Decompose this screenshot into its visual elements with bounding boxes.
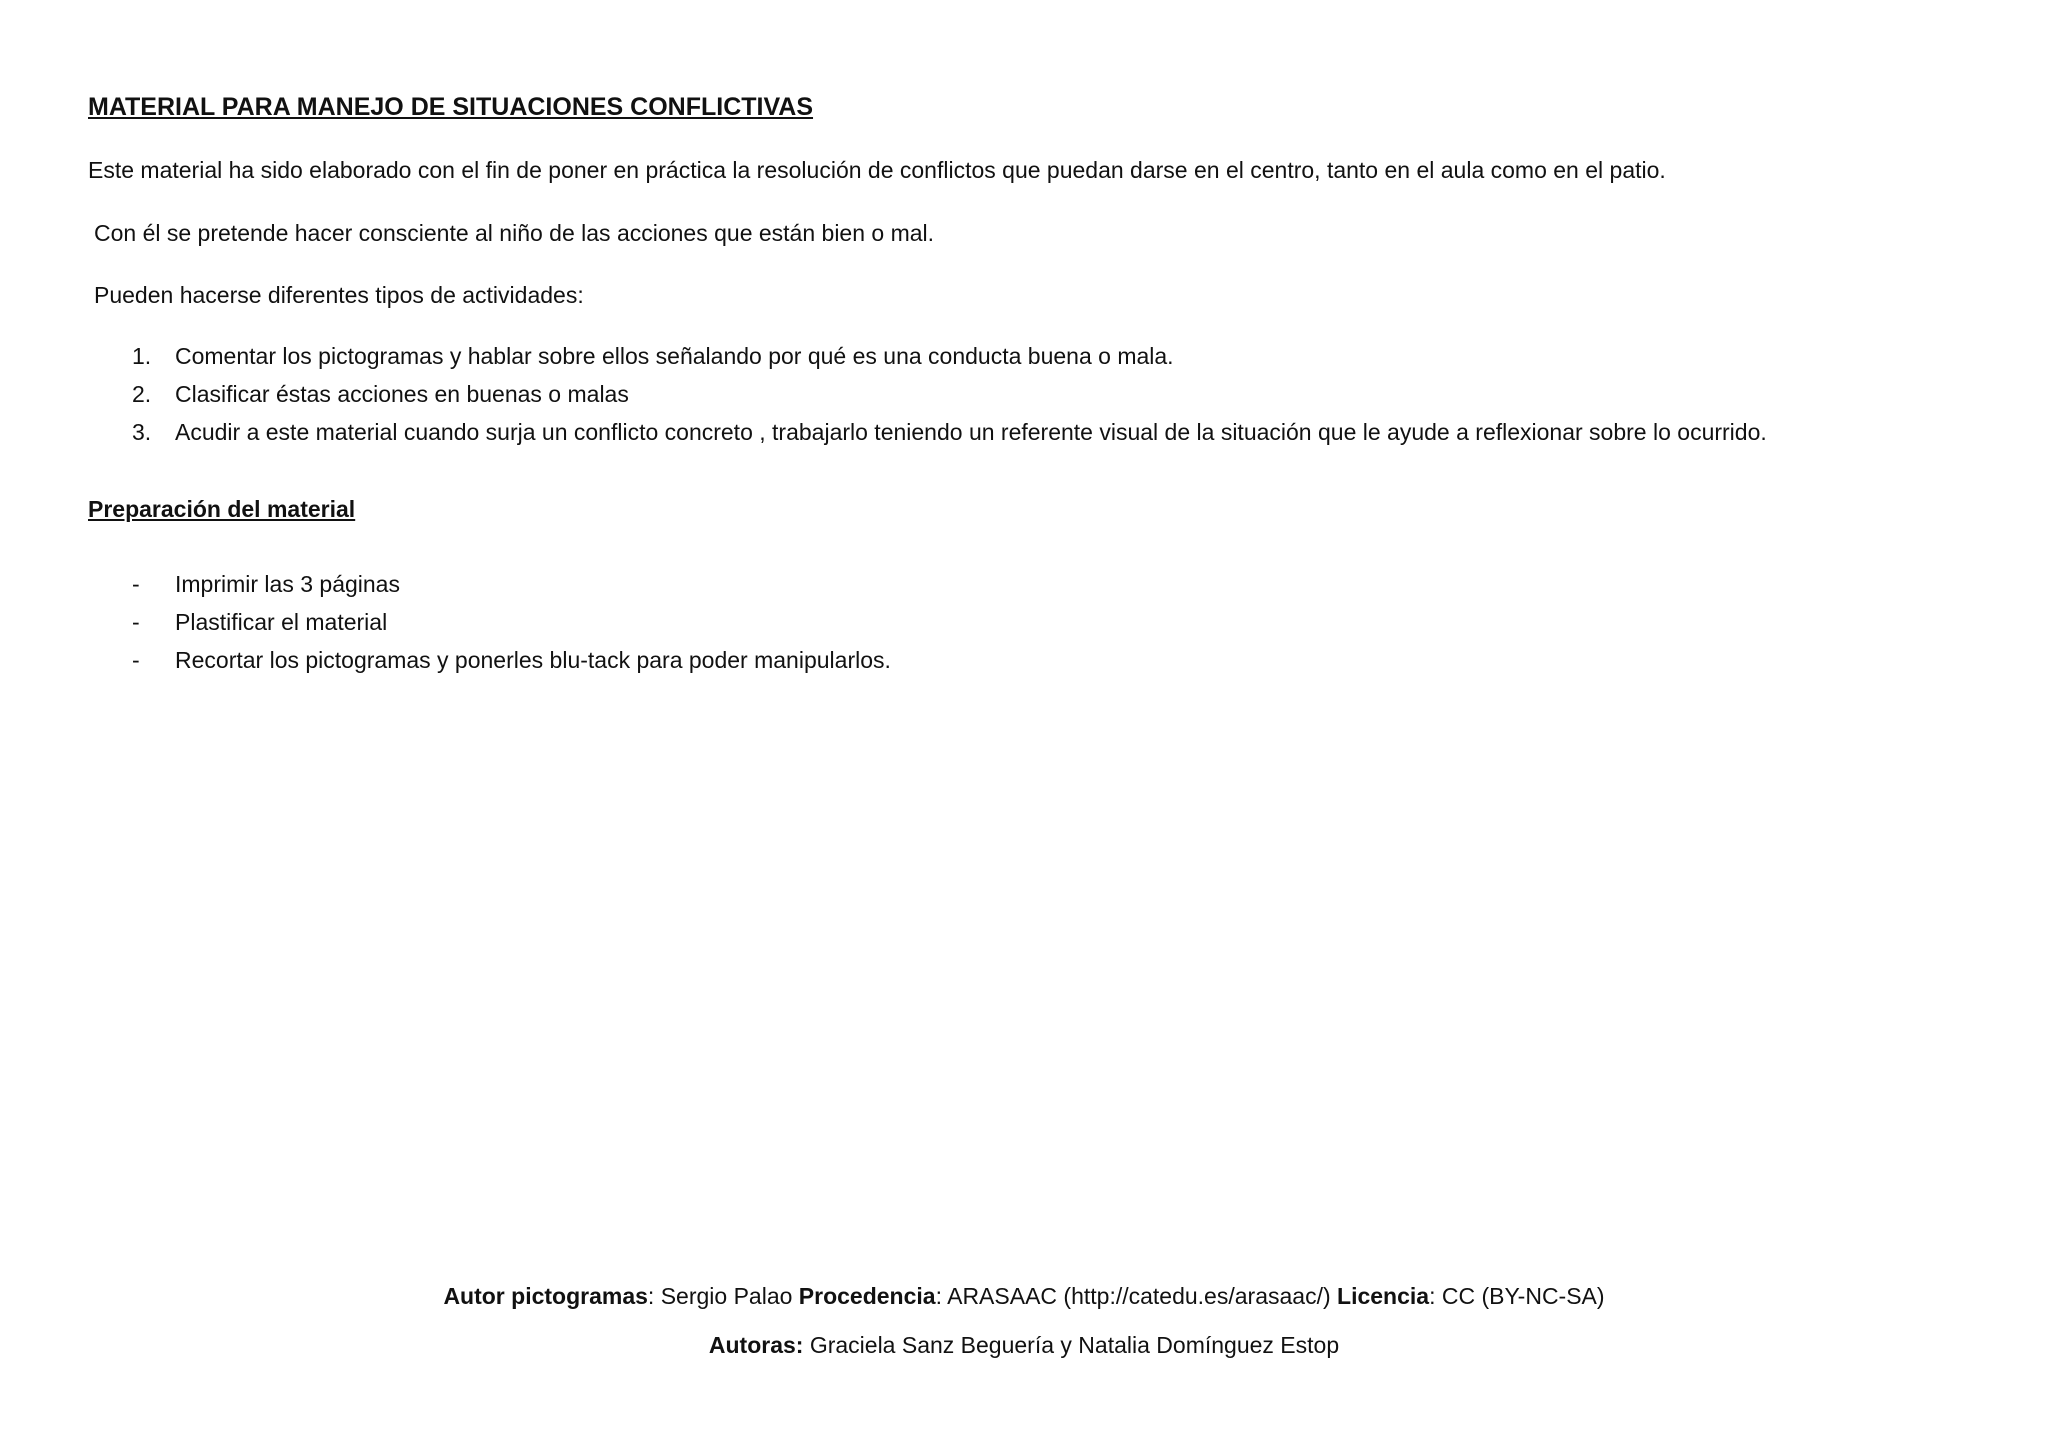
list-item-text: Acudir a este material cuando surja un conflicto concreto , trabajarlo teniendo un referente visual de la situación que le ayude a reflexionar sobre lo ocurrido. (175, 419, 1767, 445)
list-marker: 2. (132, 381, 152, 407)
authors-line (0, 1332, 2048, 1360)
list-marker: - (132, 571, 140, 597)
list-marker: 1. (132, 343, 152, 369)
author-value: : Sergio Palao (647, 1283, 799, 1309)
list-item-text: Imprimir las 3 páginas (175, 571, 400, 597)
license-value: : CC (BY-NC-SA) (1429, 1283, 1605, 1309)
list-marker: 3. (132, 419, 152, 445)
list-item-text: Comentar los pictogramas y hablar sobre ellos señalando por qué es una conducta buena o mala. (175, 343, 1174, 369)
source-label: Procedencia (798, 1283, 936, 1309)
purpose-paragraph: Con él se pretende hacer consciente al niño de las acciones que están bien o mal. (94, 220, 935, 246)
author-label: Autor pictogramas (443, 1283, 648, 1309)
list-marker: - (132, 647, 140, 673)
authors-value: Graciela Sanz Beguería y Natalia Domínguez Estop (803, 1332, 1340, 1358)
preparation-heading: Preparación del material (88, 496, 356, 522)
document-title: MATERIAL PARA MANEJO DE SITUACIONES CONFLICTIVAS (88, 93, 814, 121)
license-label: Licencia (1337, 1283, 1430, 1309)
list-item-text: Clasificar éstas acciones en buenas o malas (175, 381, 629, 407)
authors-label: Autoras: (708, 1332, 804, 1358)
list-marker: - (132, 609, 140, 635)
list-item-text: Plastificar el material (175, 609, 388, 635)
activities-lead: Pueden hacerse diferentes tipos de actividades: (94, 282, 584, 308)
source-value: : ARASAAC (http://catedu.es/arasaac/) (935, 1283, 1338, 1309)
intro-paragraph: Este material ha sido elaborado con el fin de poner en práctica la resolución de conflictos que puedan darse en el centro, tanto en el aula como en el patio. (88, 157, 1666, 183)
list-item-text: Recortar los pictogramas y ponerles blu-tack para poder manipularlos. (175, 647, 891, 673)
credits-line (0, 1283, 2048, 1311)
